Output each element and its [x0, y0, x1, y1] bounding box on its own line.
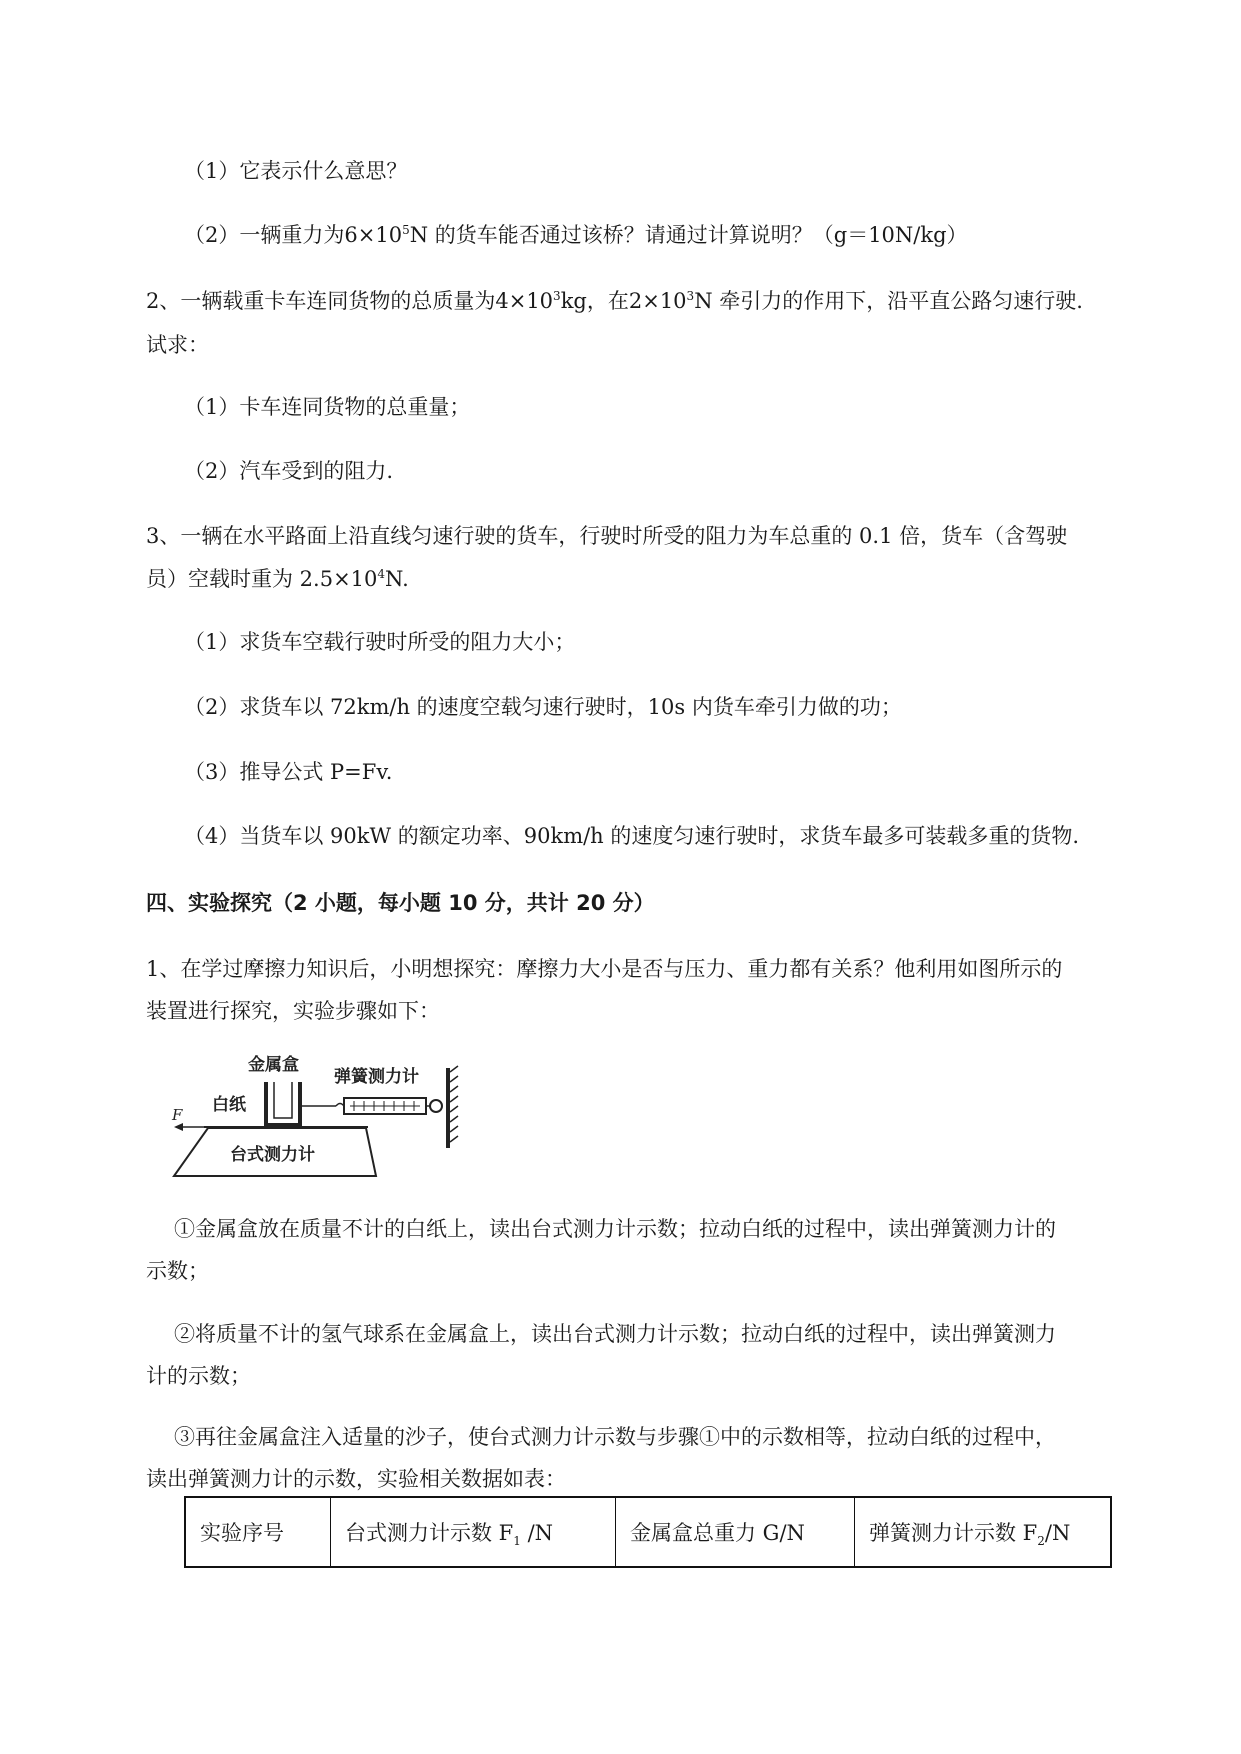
step-1: ①金属盒放在质量不计的白纸上，读出台式测力计示数；拉动白纸的过程中，读出弹簧测力计的	[174, 1217, 1056, 1241]
force-label: F	[172, 1106, 183, 1124]
section-heading: 四、实验探究（2 小题，每小题 10 分，共计 20 分）	[146, 891, 655, 915]
experiment-apparatus-diagram	[168, 1048, 508, 1178]
force-arrowhead	[174, 1123, 183, 1131]
spring-scale-label: 弹簧测力计	[334, 1067, 419, 1087]
question-3-part-2: （2）求货车以 72km/h 的速度空载匀速行驶时，10s 内货车牵引力做的功；	[184, 695, 902, 719]
step-2: ②将质量不计的氢气球系在金属盒上，读出台式测力计示数；拉动白纸的过程中，读出弹簧测力	[174, 1322, 1056, 1346]
question-3-part-4: （4）当货车以 90kW 的额定功率、90km/h 的速度匀速行驶时，求货车最多可装载多重的货物.	[184, 824, 1080, 848]
question-1-part-2: （2）一辆重力为$6\times 10^5N$ 的货车能否通过该桥？请通过计算说明？（g＝10N/kg）	[184, 223, 968, 247]
step-3-cont: 读出弹簧测力计的示数，实验相关数据如表：	[146, 1467, 566, 1491]
paper-label: 白纸	[212, 1095, 246, 1115]
question-3-stem: 3、一辆在水平路面上沿直线匀速行驶的货车，行驶时所受的阻力为车总重的 0.1 倍，货车（含驾驶	[146, 524, 1068, 548]
table-header-cell: 弹簧测力计示数 $F_2/N$	[855, 1497, 1112, 1567]
scale-label: 台式测力计	[230, 1145, 315, 1165]
question-3-part-1: （1）求货车空载行驶时所受的阻力大小；	[184, 630, 576, 654]
question-2-stem: 2、一辆载重卡车连同货物的总质量为$4\times 10^3kg$，在$2\times 10^3N$ 牵引力的作用下，沿平直公路匀速行驶.	[146, 289, 1083, 313]
metal-box-label: 金属盒	[248, 1055, 299, 1075]
question-2-part-2: （2）汽车受到的阻力.	[184, 459, 394, 483]
experiment-1-stem: 1、在学过摩擦力知识后，小明想探究：摩擦力大小是否与压力、重力都有关系？他利用如图所示的	[146, 957, 1063, 981]
data-table	[184, 1496, 1112, 1568]
question-3-part-3: （3）推导公式 P=Fv.	[184, 760, 393, 784]
spring-scale-ring	[430, 1100, 442, 1112]
step-2-cont: 计的示数；	[146, 1364, 251, 1388]
question-3-stem-cont: 员）空载时重为 $2.5\times 10^4N$.	[146, 567, 409, 591]
experiment-1-stem-cont: 装置进行探究，实验步骤如下：	[146, 999, 440, 1023]
step-3: ③再往金属盒注入适量的沙子，使台式测力计示数与步骤①中的示数相等，拉动白纸的过程中，	[174, 1425, 1056, 1449]
table-header-cell: 台式测力计示数 $F_1$ /N	[331, 1497, 616, 1567]
table-header-cell: 实验序号	[185, 1497, 331, 1567]
question-2-part-1: （1）卡车连同货物的总重量；	[184, 395, 471, 419]
question-2-stem-cont: 试求：	[146, 333, 209, 357]
table-header-cell: 金属盒总重力 G/N	[616, 1497, 855, 1567]
question-1-part-1: （1）它表示什么意思？	[184, 159, 408, 183]
step-1-cont: 示数；	[146, 1259, 209, 1283]
table-header-row	[185, 1497, 1111, 1567]
